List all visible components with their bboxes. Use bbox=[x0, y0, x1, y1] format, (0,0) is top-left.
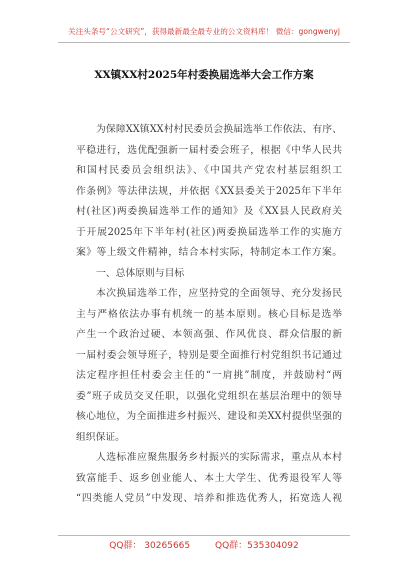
body-line: 案》等上级文件精神，结合本村实际，特制定本工作方案。 bbox=[76, 247, 342, 258]
body-line: 主与严格依法办事有机统一的基本原则。核心目标是选举 bbox=[76, 308, 342, 320]
section-heading: 一、总体原则与目标 bbox=[96, 267, 185, 279]
body-line: 核心地位，为全面推进乡村振兴、建设和美XX村提供坚强的 bbox=[76, 411, 342, 422]
body-line: 于开展2025年下半年村(社区)两委换届选举工作的实施方 bbox=[76, 226, 342, 238]
header-banner: 关注头条号“公文研究”，获得最新最全最专业的公文资料库！ 微信：gongwenyj bbox=[68, 27, 340, 36]
body-line: 法定程序担任村委会主任的“一肩挑”制度，并鼓励村“两 bbox=[76, 370, 342, 381]
header-divider bbox=[58, 42, 350, 43]
body-line: 平稳进行，选优配强新一届村委会班子，根据《中华人民共 bbox=[76, 144, 342, 156]
body-line: 人选标准应聚焦服务乡村振兴的实际需求，重点从本村 bbox=[96, 452, 342, 463]
body-line: 组织保证。 bbox=[76, 431, 125, 443]
document-title: XX镇XX村2025年村委换届选举大会工作方案 bbox=[94, 69, 314, 81]
body-line: 本次换届选举工作，应坚持党的全面领导、充分发扬民 bbox=[96, 288, 342, 299]
body-line: 作条例》等法律法规，并依据《XX县委关于2025年下半年 bbox=[76, 185, 342, 197]
footer-qq-group-1: QQ群： 30265665 bbox=[109, 541, 191, 551]
footer-qq-group-2: QQ群：535304092 bbox=[215, 541, 299, 551]
body-line: 致富能手、返乡创业能人、本土大学生、优秀退役军人等 bbox=[76, 472, 342, 484]
body-line: 一届村委会领导班子，特别是要全面推行村党组织书记通过 bbox=[76, 349, 342, 361]
footer-divider bbox=[58, 535, 350, 536]
body-line: 和国村民委员会组织法》、《中国共产党农村基层组织工 bbox=[76, 165, 342, 176]
body-line: 产生一个政治过硬、本领高强、作风优良、群众信服的新 bbox=[76, 329, 342, 340]
body-line: “四类能人党员”中发现、培养和推选优秀人，拓宽选人视 bbox=[76, 493, 342, 504]
footer bbox=[0, 538, 408, 551]
body-line: 委”班子成员交叉任职，以强化党组织在基层治理中的领导 bbox=[76, 390, 342, 402]
document-body bbox=[76, 120, 342, 510]
body-line: 为保障XX镇XX村村民委员会换届选举工作依法、有序、 bbox=[96, 124, 342, 135]
body-line: 村(社区)两委换届选举工作的通知》及《XX县人民政府关 bbox=[76, 206, 342, 217]
